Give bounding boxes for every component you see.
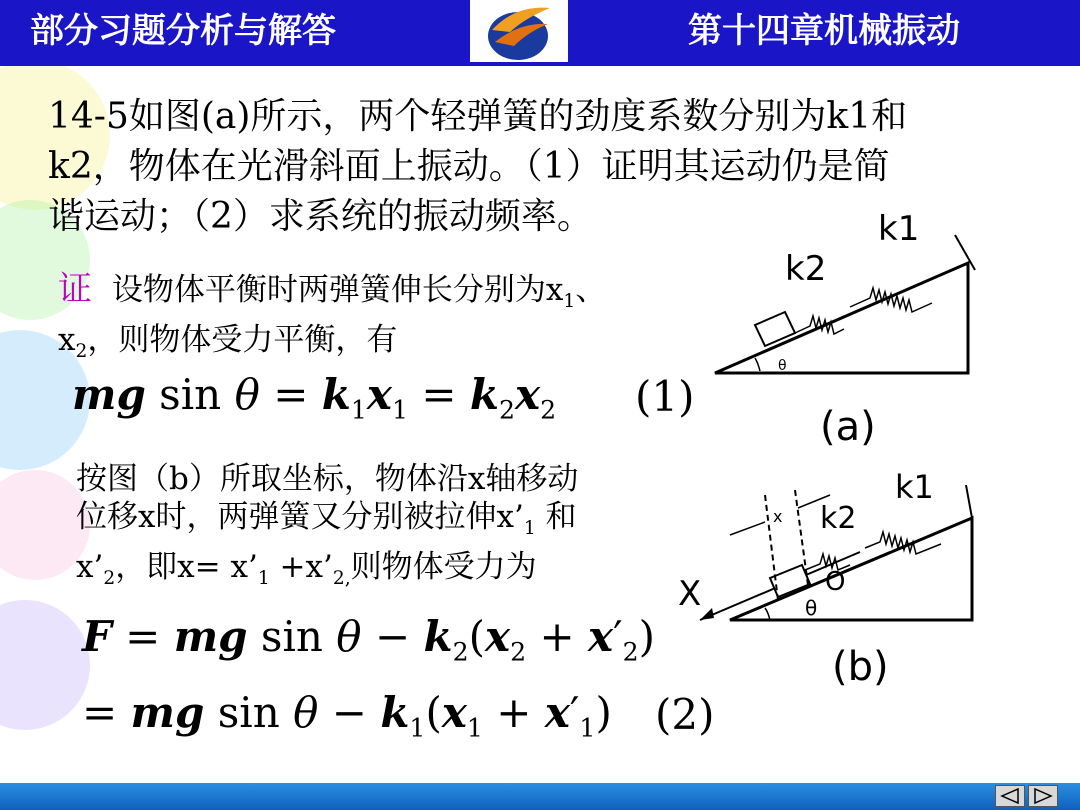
logo-icon xyxy=(470,0,568,66)
equation-2-line-2: = mg $\sin \theta - k_1(x_1 + x'_1)$ xyxy=(82,688,612,743)
fig-a-theta: θ xyxy=(778,358,787,374)
prev-slide-button[interactable] xyxy=(995,785,1025,807)
equation-2-number: (2) xyxy=(655,690,715,739)
problem-line-3: 谐运动；（2）求系统的振动频率。 xyxy=(48,196,593,237)
header-left-title: 部分习题分析与解答 xyxy=(30,11,336,51)
fig-a-k2: k2 xyxy=(785,249,827,289)
equation-1-number: (1) xyxy=(635,372,695,421)
header-divider xyxy=(0,62,1080,66)
proof-sub-2: 2 xyxy=(75,341,88,363)
fig-b-origin: O xyxy=(825,567,846,597)
logo xyxy=(470,0,568,66)
para2-line-2b: 和 xyxy=(535,499,577,535)
para2-line-3b: ，即x= x’ xyxy=(115,549,258,586)
fig-b-k2: k2 xyxy=(820,501,857,536)
equation-2-line-1: F = mg $\sin \theta - k_2(x_2 + x'_2)$ xyxy=(82,612,656,667)
fig-b-k1: k1 xyxy=(895,468,934,506)
header-left-bar xyxy=(0,0,470,62)
figure-b xyxy=(670,460,980,700)
header-right-title: 第十四章机械振动 xyxy=(688,11,960,51)
header-right-bar xyxy=(568,0,1080,62)
para2-sub: 2, xyxy=(332,568,351,590)
problem-line-1: 14-5如图(a)所示，两个轻弹簧的劲度系数分别为k1和 xyxy=(48,96,908,137)
para2-line-3a: x’ xyxy=(76,549,104,586)
fig-b-caption: (b) xyxy=(832,644,889,690)
proof-text-2b: ，则物体受力平衡，有 xyxy=(87,322,398,359)
fig-a-caption: (a) xyxy=(820,404,876,450)
footer-bar xyxy=(0,783,1080,810)
decor-bubble xyxy=(0,600,90,730)
para2-line-3d: 则物体受力为 xyxy=(350,549,537,586)
next-slide-button[interactable] xyxy=(1028,785,1058,807)
proof-text-1: 设物体平衡时两弹簧伸长分别为x xyxy=(111,272,564,308)
proof-paragraph xyxy=(58,270,698,371)
para2-line-2: 位移x时，两弹簧又分别被拉伸x’ xyxy=(76,499,524,535)
coordinate-paragraph xyxy=(76,460,696,598)
equation-1: mg $\sin \theta = k_1x_1 = k_2x_2$ xyxy=(72,370,557,425)
fig-b-theta: θ xyxy=(805,596,818,620)
problem-line-2: k2，物体在光滑斜面上振动。（1）证明其运动仍是简 xyxy=(48,146,890,187)
proof-sub-1: 1 xyxy=(563,291,576,313)
proof-sep: 、 xyxy=(575,272,607,308)
triangle-right-icon xyxy=(1029,786,1057,806)
fig-a-k1: k1 xyxy=(878,209,920,249)
proof-text-2a: x xyxy=(58,322,76,359)
fig-b-x-small: x xyxy=(773,507,783,526)
fig-b-X-axis: X xyxy=(678,574,702,614)
para2-sub: 1 xyxy=(523,518,536,540)
para2-line-3c: +x’ xyxy=(269,549,333,586)
para2-line-1: 按图（b）所取坐标，物体沿x轴移动 xyxy=(76,461,579,497)
proof-label: 证 xyxy=(58,269,92,309)
figure-a xyxy=(700,195,980,455)
para2-sub: 1 xyxy=(257,568,270,590)
para2-sub: 2 xyxy=(103,568,116,590)
triangle-left-icon xyxy=(996,786,1024,806)
